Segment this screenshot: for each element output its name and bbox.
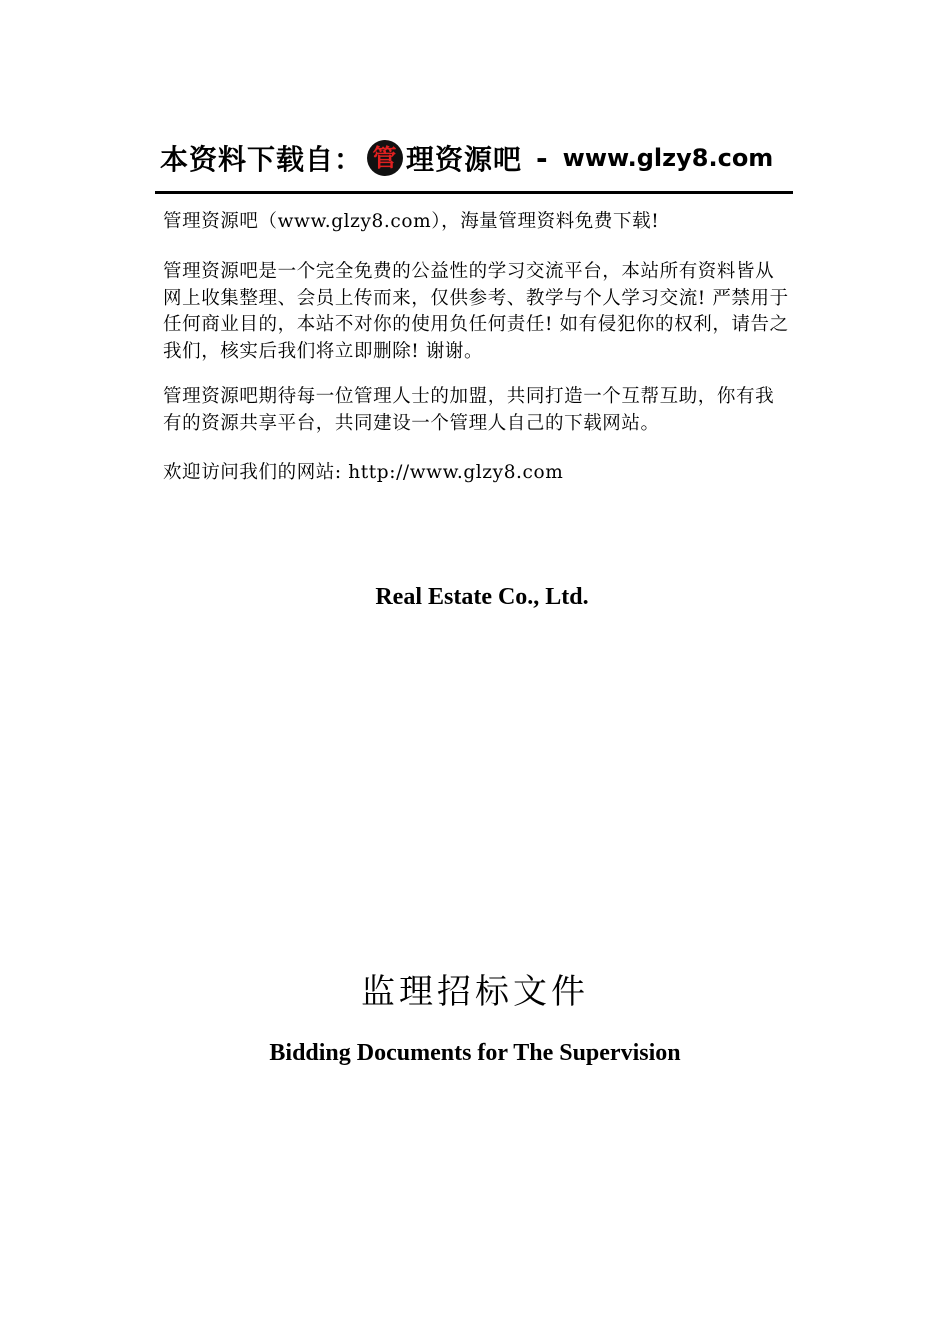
notice-line-1: 管理资源吧（www.glzy8.com），海量管理资料免费下载! (163, 211, 660, 232)
notice-paragraph-2: 管理资源吧是一个完全免费的公益性的学习交流平台，本站所有资料皆从网上收集整理、会员上传而来，仅供参考、教学与个人学习交流! 严禁用于任何商业目的，本站不对你的使用负任何责任! 如有侵犯你的权利，请告之我们，核实后我们将立即删除! 谢谢。 (163, 261, 789, 362)
banner-site-name: 理资源吧 (406, 143, 523, 176)
site-logo-icon (367, 140, 403, 176)
logo-char: 管 (372, 144, 398, 172)
banner-url-link[interactable]: www.glzy8.com (562, 144, 774, 172)
company-name: Real Estate Co., Ltd. (375, 584, 589, 610)
document-title-chinese: 监理招标文件 (361, 972, 589, 1012)
notice-website-line: 欢迎访问我们的网站: http://www.glzy8.com (163, 462, 564, 483)
document-title-english: Bidding Documents for The Supervision (269, 1040, 681, 1066)
download-source-banner (160, 136, 800, 180)
notice-paragraph-3: 管理资源吧期待每一位管理人士的加盟，共同打造一个互帮互助，你有我有的资源共享平台，共同建设一个管理人自己的下载网站。 (163, 386, 775, 434)
header-divider (155, 191, 793, 194)
banner-prefix: 本资料下载自： (160, 143, 364, 176)
banner-dash: - (536, 141, 549, 175)
